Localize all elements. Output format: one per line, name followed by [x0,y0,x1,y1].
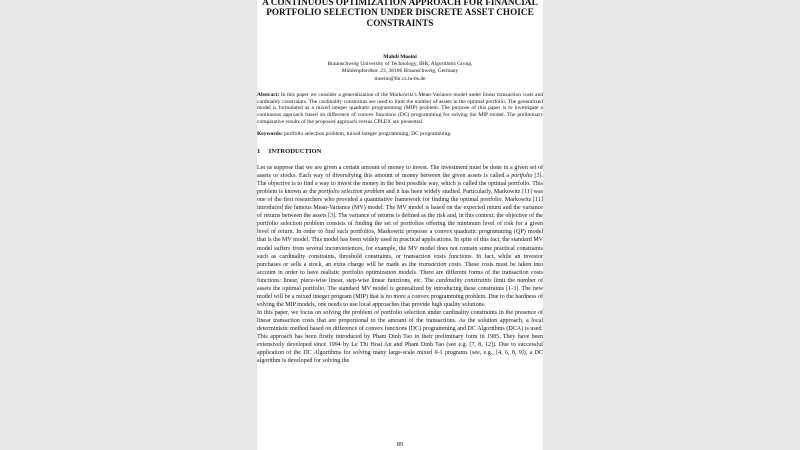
abstract-text: In this paper we consider a generalization of the Markowitz's Mean-Variance model under linear transaction costs and cardinality constraints. The cardinality constraints are used to limit the number of assets in the optimal portfolio. The generalized model is formulated as a mixed integer quadratic programming (MIP) problem. The purpose of this paper is to investigate a continuous approach based on difference of convex functions (DC) programming for solving the MIP model. The preliminary comparative results of the proposed approach versus CPLEX are presented. [257,91,543,126]
title-line: PORTFOLIO SELECTION UNDER DISCRETE ASSET CHOICE [266,7,534,18]
emphasis-portfolio: portfolio [511,173,533,180]
paragraph-1-text: . These costs must be taken into account in order to have realistic portfolio optimization models. There are different forms of the transaction costs functions: linear, piece-wise linear, step-wise linear functions, etc. The [257,261,543,284]
paragraph-2: In this paper, we focus on solving the problem of portfolio selection under cardinality constraints in the presence of linear transaction costs that are proportional to the amount of the transactions. As the solution approach, a local deterministic method based on difference of convex functions (DC) programming and DC Algorithms (DCA) is used. This approach has been firstly introduced by Pham Dinh Tao in their preliminary form in 1985. They have been extensively developed since 1994 by Le Thi Hoai An and Pham Dinh Tao (see e.g. [7, 8, 12]). Due to successful application of the DC Algorithms for solving many large-scale mixed 0-1 programs (see, e.g., [4, 6, 8, 9]), a DC algorithm is developed for solving the [257,309,543,365]
paragraph-1-text: [3]. The objective is to find a way to invest the money in the best possible way, which is called the optimal portfolio. This problem is known as the [257,173,543,196]
author-block [257,54,543,82]
author-name: Mahdi Moeini [383,54,417,61]
abstract-label: Abstract: [257,91,280,98]
paragraph-1-text: limit the number of assets the optimal portfolio. The standard MV model is generalized by introducing these constraints [1-3]. The new model will be a mixed integer program (MIP) that is no more a convex programming problem. Due to the hardness of solving the MIP models, one needs to use local approaches that provide high quality solutions. [257,277,543,308]
keywords-text: portfolio selection problem, mixed integer programming, DC programming. [284,131,452,138]
author-affiliation: Braunschweig University of Technology, IBR, Algorithms Group, [327,61,473,68]
section-title: INTRODUCTION [268,148,322,156]
emphasis-cardinality-constraints: cardinality constraints [436,277,492,284]
paper-title [257,0,543,28]
paragraph-1 [257,164,543,309]
abstract [257,92,543,127]
emphasis-portfolio-selection-problem: portfolio selection problem [318,189,385,196]
section-number: 1 [257,148,261,156]
title-line: A CONTINUOUS OPTIMIZATION APPROACH FOR FINANCIAL [262,0,538,7]
title-line: CONSTRAINTS [366,17,434,28]
page-number: 89 [397,442,403,448]
page-content [257,0,543,365]
paper-page [257,0,543,450]
emphasis-transaction-costs: transaction costs [418,261,461,268]
body-text [257,164,543,365]
paragraph-1-text: and it has been widely studied. Particularly, Markowitz [11] was one of the first researchers who provided a quantitative framework for finding the optimal portfolio. Markowitz [11] introduced the famous Mean-Variance (MV) model. The MV model is based on the expected return and the variance of returns between the assets [3]. The variance of returns is defined as the risk and, in this context; the objective of the portfolio selection problem consists of finding the set of portfolios offering the minimum level of risk for a given level of return. In order to find such portfolios, Markowitz proposes a convex quadratic programming (QP) model that is the MV model. This model has been widely used in practical applications. In spite of this fact, the standard MV model suffers from several inconveniences, for example, the MV model does not contain some practical constraints such as cardinality constraints, threshold constraints, or transaction costs functions. In fact, while an investor purchases or sells a stock, an extra charge will be made as the [257,189,543,268]
author-address: Mühlenpfordtstr. 23, 38106 Braunschweig, Germany [341,68,459,75]
keywords-label: Keywords: [257,131,283,138]
keywords [257,131,543,138]
paragraph-1-text: Let us suppose that we are given a certain amount of money to invest. The investment must be done in a given set of assets or stocks. Each way of diversifying this amount of money between the given assets is called a [257,165,543,180]
author-email: moeini@ibr.cs.tu-bs.de [374,75,426,82]
section-heading [257,148,543,156]
